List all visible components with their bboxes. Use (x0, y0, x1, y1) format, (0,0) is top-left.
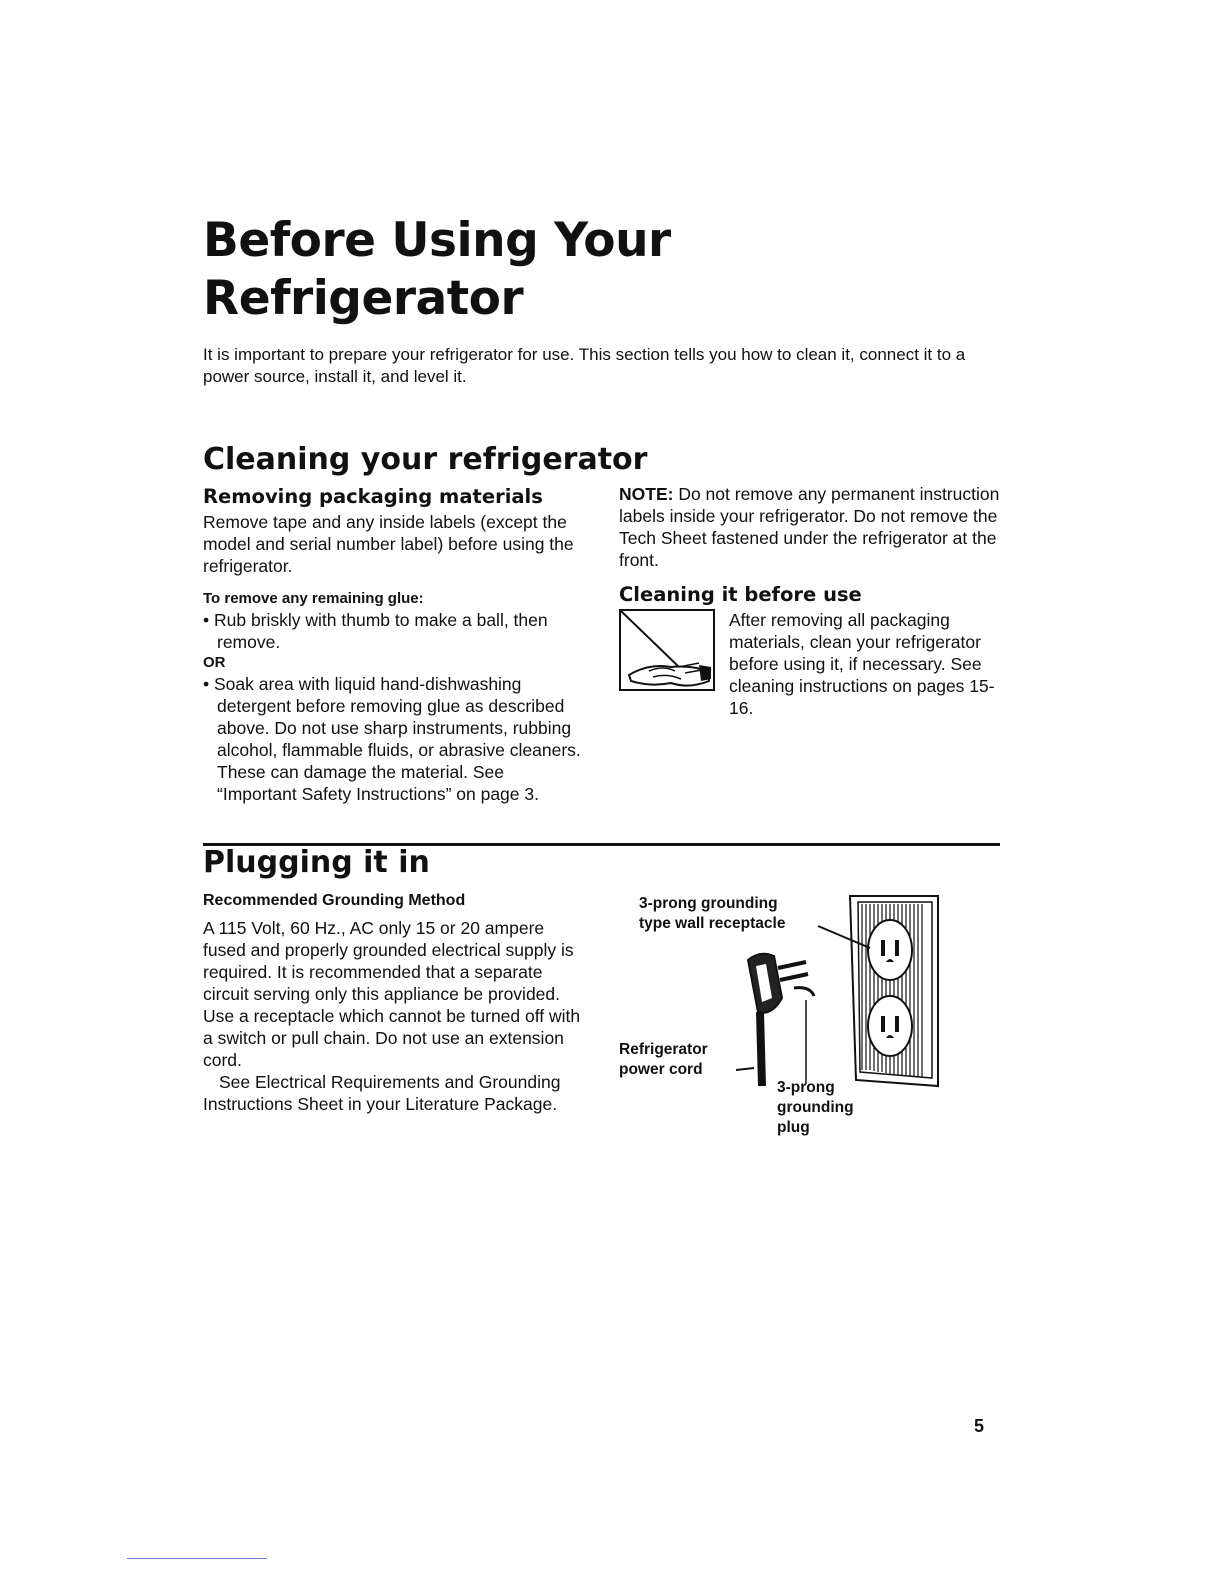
receptacle-label-line2: type wall receptacle (639, 915, 786, 932)
packaging-text: Remove tape and any inside labels (except the model and serial number label) before using the refrigerator. (203, 512, 574, 576)
page-title-line2: Refrigerator (203, 271, 524, 326)
page-number: 5 (973, 1416, 984, 1436)
plugging-column (203, 891, 588, 1115)
grounding-plug-label-line3: plug (777, 1119, 810, 1136)
glue-bullet-1: • Rub briskly with thumb to make a ball, then remove. (203, 610, 548, 652)
note-label: NOTE: (619, 484, 674, 504)
packaging-heading: Removing packaging materials (203, 485, 543, 508)
grounding-subheading: Recommended Grounding Method (203, 892, 466, 909)
before-use-text: After removing all packaging materials, clean your refrigerator before using it, if necessary. See cleaning instructions on pages 15-16. (729, 610, 995, 718)
glue-heading: To remove any remaining glue: (203, 590, 424, 607)
power-cord-label (619, 1040, 708, 1080)
page-title-line1: Before Using Your (203, 213, 671, 268)
grounding-plug-label-line2: grounding (777, 1099, 854, 1116)
grounding-paragraph-2: See Electrical Requirements and Grounding Instructions Sheet in your Literature Package. (203, 1072, 561, 1114)
page-title (203, 212, 1003, 328)
grounding-paragraph-1: A 115 Volt, 60 Hz., AC only 15 or 20 ampere fused and properly grounded electrical supply is required. It is recommended that a separate circuit serving only this appliance be provided. Use a receptacle which cannot be turned off with a switch or pull chain. Do not use an extension cord. (203, 918, 581, 1070)
before-use-heading: Cleaning it before use (619, 583, 862, 606)
receptacle-label-line1: 3-prong grounding (639, 895, 778, 912)
or-label: OR (203, 654, 226, 671)
hand-cleaning-icon (619, 609, 715, 691)
packaging-column (203, 485, 588, 805)
glue-bullet-2: • Soak area with liquid hand-dishwashing detergent before removing glue as described above. Do not use sharp instruments, rubbing alcohol, flammable fluids, or abrasive cleaners. These can damage the material. See “Important Safety Instructions” on page 3. (203, 674, 581, 804)
cleaning-heading: Cleaning your refrigerator (203, 442, 648, 477)
intro-paragraph: It is important to prepare your refrigerator for use. This section tells you how to clean it, connect it to a power source, install it, and level it. (203, 345, 966, 386)
power-cord-label-line1: Refrigerator (619, 1041, 708, 1058)
note-text: Do not remove any permanent instruction labels inside your refrigerator. Do not remove the Tech Sheet fastened under the refrigerator at the front. (619, 484, 1000, 570)
grounding-plug-label-line1: 3-prong (777, 1079, 835, 1096)
note-paragraph (619, 483, 1004, 571)
plugging-heading: Plugging it in (203, 845, 430, 880)
wall-receptacle-illustration (710, 890, 942, 1090)
footer-line (127, 1558, 267, 1559)
power-cord-label-line2: power cord (619, 1061, 703, 1078)
note-column (619, 483, 1004, 607)
